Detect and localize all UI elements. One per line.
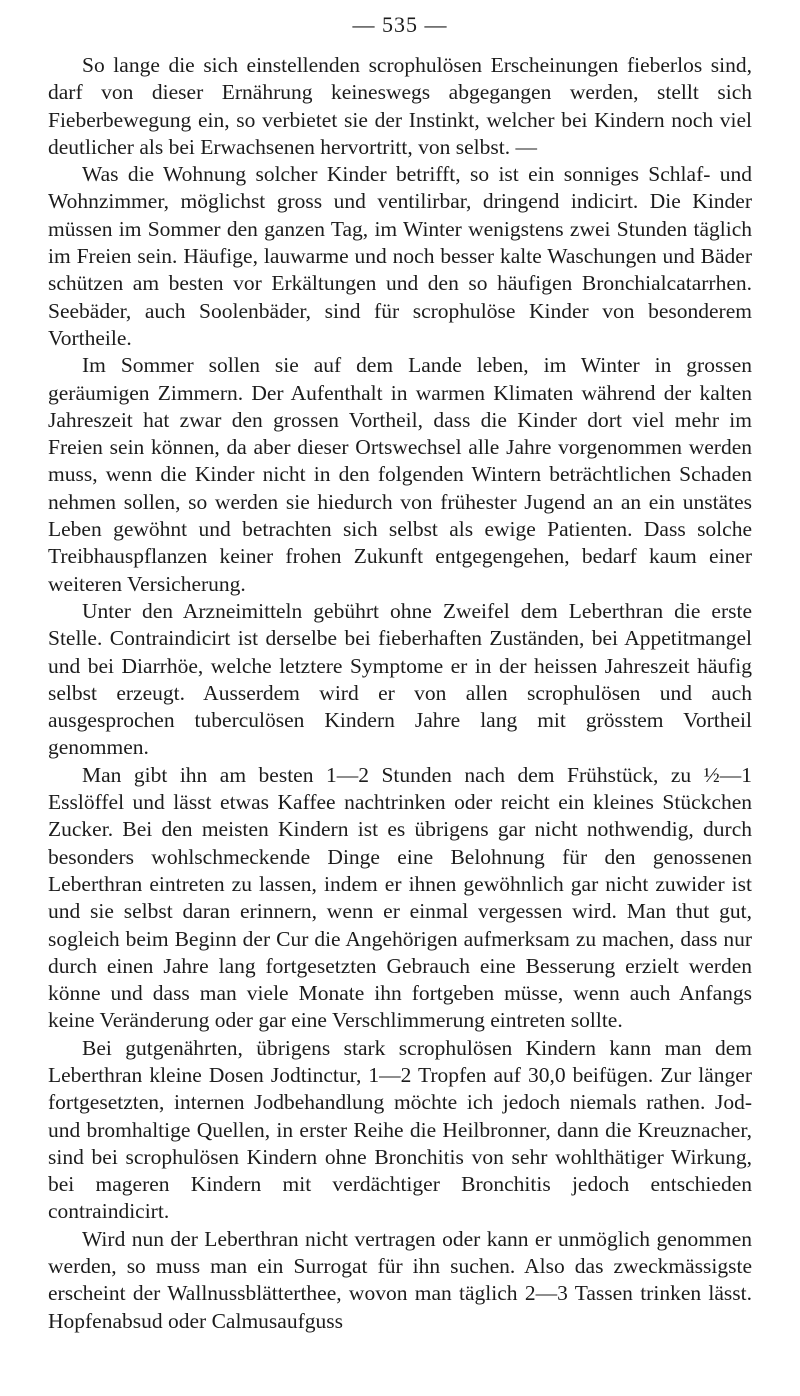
paragraph: Man gibt ihn am besten 1—2 Stunden nach dem Frühstück, zu ½—1 Esslöffel und lässt etwas Kaffee nachtrinken oder reicht ein kleines Stückchen Zucker. Bei den meisten Kindern ist es übrigens gar nicht nothwendig, durch besonders wohlschmeckende Dinge eine Belohnung für den genossenen Leberthran eintreten zu lassen, indem er ihnen gewöhnlich gar nicht zuwider ist und sie selbst daran erinnern, wenn er einmal vergessen wird. Man thut gut, sogleich beim Beginn der Cur die Angehörigen aufmerksam zu machen, dass nur durch einen Jahre lang fortgesetzten Gebrauch eine Besserung erzielt werden könne und dass man viele Monate ihn fortgeben müsse, wenn auch Anfangs keine Veränderung oder gar eine Verschlimmerung eintreten sollte. <box>48 762 752 1033</box>
book-page <box>48 12 752 1335</box>
paragraph: Unter den Arzneimitteln gebührt ohne Zweifel dem Leberthran die erste Stelle. Contraindicirt ist derselbe bei fieberhaften Zuständen, bei Appetitmangel und bei Diarrhöe, welche letztere Symptome er in der heissen Jahreszeit häufig selbst erzeugt. Ausserdem wird er von allen scrophulösen und auch ausgesprochen tuberculösen Kindern Jahre lang mit grösstem Vortheil genommen. <box>48 598 752 760</box>
body-text <box>48 52 752 1335</box>
paragraph: Bei gutgenährten, übrigens stark scrophulösen Kindern kann man dem Leberthran kleine Dosen Jodtinctur, 1—2 Tropfen auf 30,0 beifügen. Zur länger fortgesetzten, internen Jodbehandlung möchte ich jedoch niemals rathen. Jod- und bromhaltige Quellen, in erster Reihe die Heilbronner, dann die Kreuznacher, sind bei scrophulösen Kindern ohne Bronchitis von sehr wohlthätiger Wirkung, bei mageren Kindern mit verdächtiger Bronchitis jedoch entschieden contraindicirt. <box>48 1035 752 1224</box>
paragraph: Was die Wohnung solcher Kinder betrifft, so ist ein sonniges Schlaf- und Wohnzimmer, möglichst gross und ventilirbar, dringend indicirt. Die Kinder müssen im Sommer den ganzen Tag, im Winter wenigstens zwei Stunden täglich im Freien sein. Häufige, lauwarme und noch besser kalte Waschungen und Bäder schützen am besten vor Erkältungen und den so häufigen Bronchialcatarrhen. Seebäder, auch Soolenbäder, sind für scrophulöse Kinder von besonderem Vortheile. <box>48 162 752 350</box>
page-number: — 535 — <box>352 12 448 37</box>
paragraph: Wird nun der Leberthran nicht vertragen oder kann er unmöglich genommen werden, so muss man ein Surrogat für ihn suchen. Also das zweckmässigste erscheint der Wallnussblätterthee, wovon man täglich 2—3 Tassen trinken lässt. Hopfenabsud oder Calmusaufguss <box>48 1226 752 1333</box>
paragraph: Im Sommer sollen sie auf dem Lande leben, im Winter in grossen geräumigen Zimmern. Der Aufenthalt in warmen Klimaten während der kalten Jahreszeit hat zwar den grossen Vortheil, dass die Kinder dort viel mehr im Freien sein können, da aber dieser Ortswechsel alle Jahre vorgenommen werden muss, wenn die Kinder nicht in den folgenden Wintern beträchtlichen Schaden nehmen sollen, so werden sie hiedurch von frühester Jugend an an ein unstätes Leben gewöhnt und betrachten sich selbst als ewige Patienten. Dass solche Treibhauspflanzen keiner frohen Zukunft entgegengehen, bedarf kaum einer weiteren Versicherung. <box>48 353 752 596</box>
paragraph: So lange die sich einstellenden scrophulösen Erscheinungen fieberlos sind, darf von dieser Ernährung keineswegs abgegangen werden, stellt sich Fieberbewegung ein, so verbietet sie der Instinkt, welcher bei Kindern noch viel deutlicher als bei Erwachsenen hervortritt, von selbst. — <box>48 53 752 159</box>
